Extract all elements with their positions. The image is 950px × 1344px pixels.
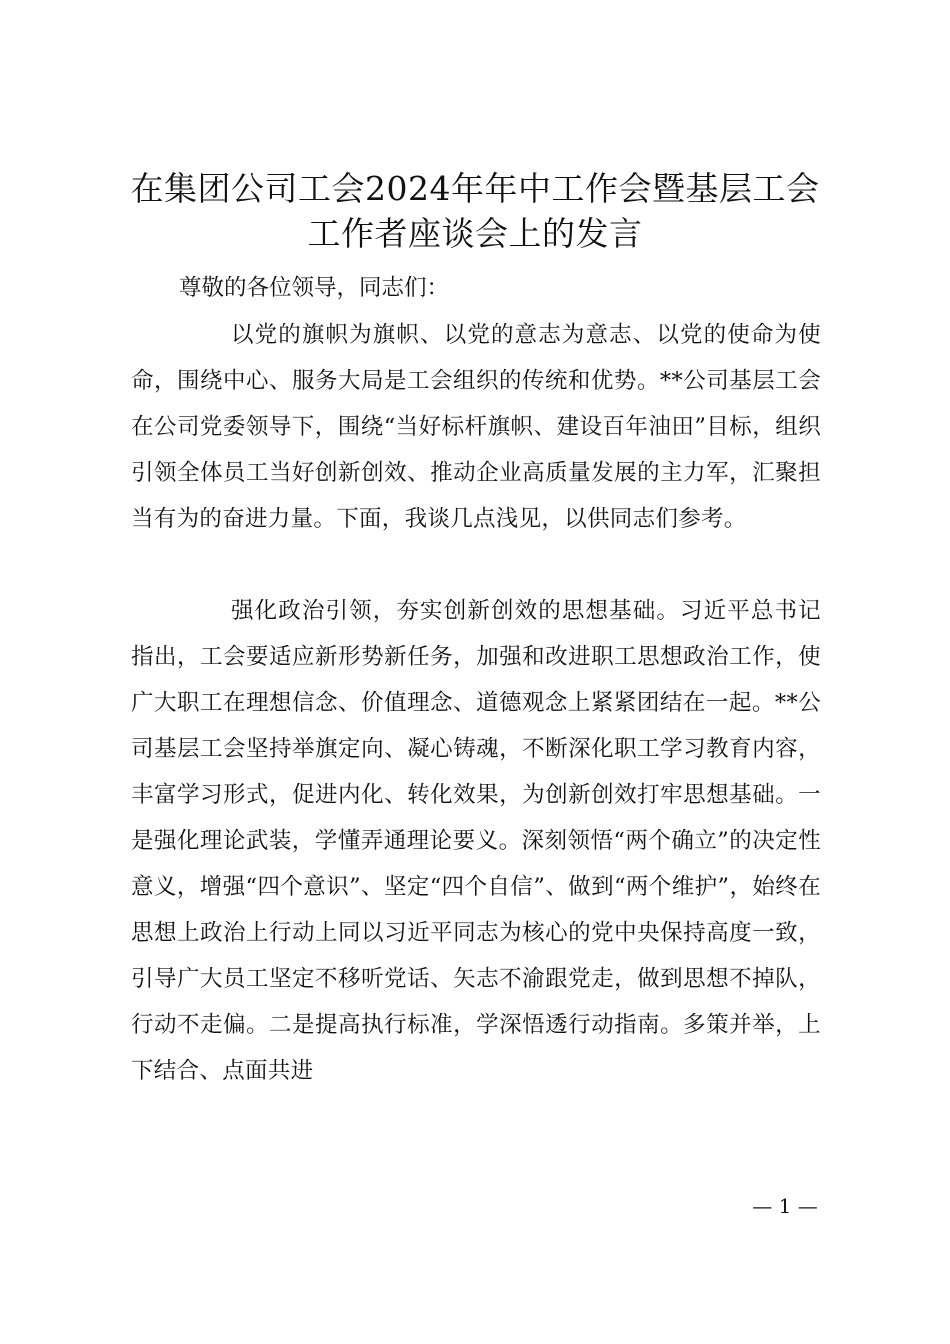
paragraph-2: 强化政治引领，夯实创新创效的思想基础。习近平总书记指出，工会要适应新形势新任务，加强和改进职工思想政治工作，使广大职工在理想信念、价值理念、道德观念上紧紧团结在一起。**公司基层工会坚持举旗定向、凝心铸魂，不断深化职工学习教育内容，丰富学习形式，促进内化、转化效果，为创新创效打牢思想基础。一是强化理论武装，学懂弄通理论要义。深刻领悟“两个确立”的决定性意义，增强“四个意识”、坚定“四个自信”、做到“两个维护”，始终在思想上政治上行动上同以习近平同志为核心的党中央保持高度一致，引导广大员工坚定不移听党话、矢志不渝跟党走，做到思想不掉队，行动不走偏。二是提高执行标准，学深悟透行动指南。多策并举，上下结合、点面共进 <box>131 598 821 1084</box>
salutation: 尊敬的各位领导，同志们： <box>179 275 450 301</box>
paragraph-1: 以党的旗帜为旗帜、以党的意志为意志、以党的使命为使命，围绕中心、服务大局是工会组织的传统和优势。**公司基层工会在公司党委领导下，围绕“当好标杆旗帜、建设百年油田”目标，组织引领全体员工当好创新创效、推动企业高质量发展的主力军，汇聚担当有为的奋进力量。下面，我谈几点浅见，以供同志们参考。 <box>131 322 821 532</box>
document-title: 在集团公司工会2024年年中工作会暨基层工会工作者座谈会上的发言 <box>130 169 820 253</box>
page-number: — 1 — <box>752 1194 818 1218</box>
